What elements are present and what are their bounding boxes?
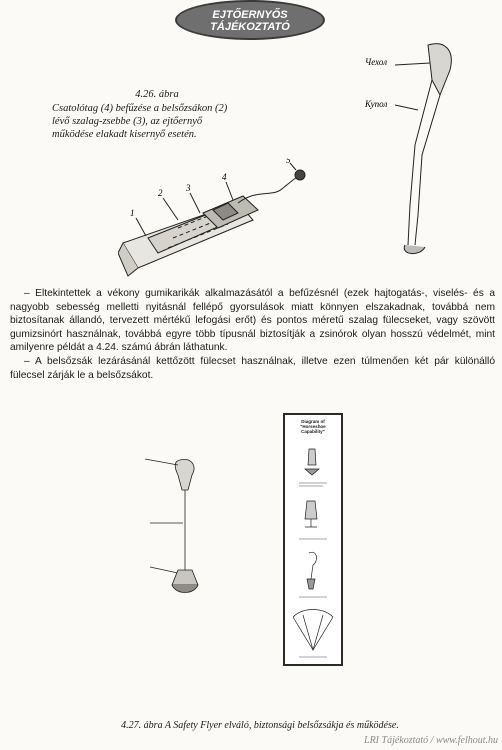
diagram-steps	[285, 445, 341, 663]
label-canopy: Купол	[365, 99, 388, 109]
footer-source: LRI Tájékoztató / www.felhout.hu	[364, 735, 498, 746]
header-line-1: EJTŐERNYŐS	[212, 9, 288, 21]
body-text	[10, 287, 495, 382]
figure-4-27-caption: 4.27. ábra A Safety Flyer elváló, biztonsági belsőzsákja és működése.	[121, 720, 399, 731]
label-sleeve: Чехол	[365, 57, 388, 67]
figure-4-26-text: Csatolótag (4) befűzése a belsőzsákon (2) lévő szalag-zsebbe (3), az ejtőernyő működése elakadt kisernyő esetén.	[52, 103, 228, 140]
horseshoe-diagram	[283, 413, 343, 666]
safety-flyer-illustration	[140, 455, 230, 605]
header-badge	[175, 0, 325, 40]
label-2: 2	[158, 188, 163, 198]
label-3: 3	[186, 183, 191, 193]
diagram-title: Diagram of "Horseshoe Capability"	[300, 419, 326, 434]
label-4: 4	[222, 172, 227, 182]
paragraph-2: – A belsőzsák lezárásánál kettőzött fülecset használnak, illetve ezen túlmenően két pár különálló fülecsel zárják le a belsőzsákot.	[10, 355, 495, 381]
label-1: 1	[130, 208, 135, 218]
label-5: 5	[286, 158, 291, 165]
header-line-2: TÁJÉKOZTATÓ	[210, 21, 290, 33]
deployment-bag-illustration	[118, 158, 318, 283]
figure-4-26-caption	[52, 88, 242, 141]
paragraph-1: – Eltekintettek a vékony gumikarikák alkalmazásától a befűzésnél (ezek hajtogatás-, viselés- és a nagyobb sebesség melletti nyitásnál fellépő gyorsulások miatt könnyen elszakadnak, továbbá nem biztosítanak állandó, tervezett mértékű lefogási erőt) és pontos méretű szalag fülecseket, vagy szövött gumizsinórt használnak, továbbá egyre több típusnál biztosítják a zsinórok olyan hosszú védelmét, mint amilyenre példát a 4.24. számú ábrán láthatunk.	[10, 288, 495, 354]
canopy-sleeve-illustration	[360, 35, 470, 260]
figure-4-26-number: 4.26. ábra	[135, 89, 179, 100]
